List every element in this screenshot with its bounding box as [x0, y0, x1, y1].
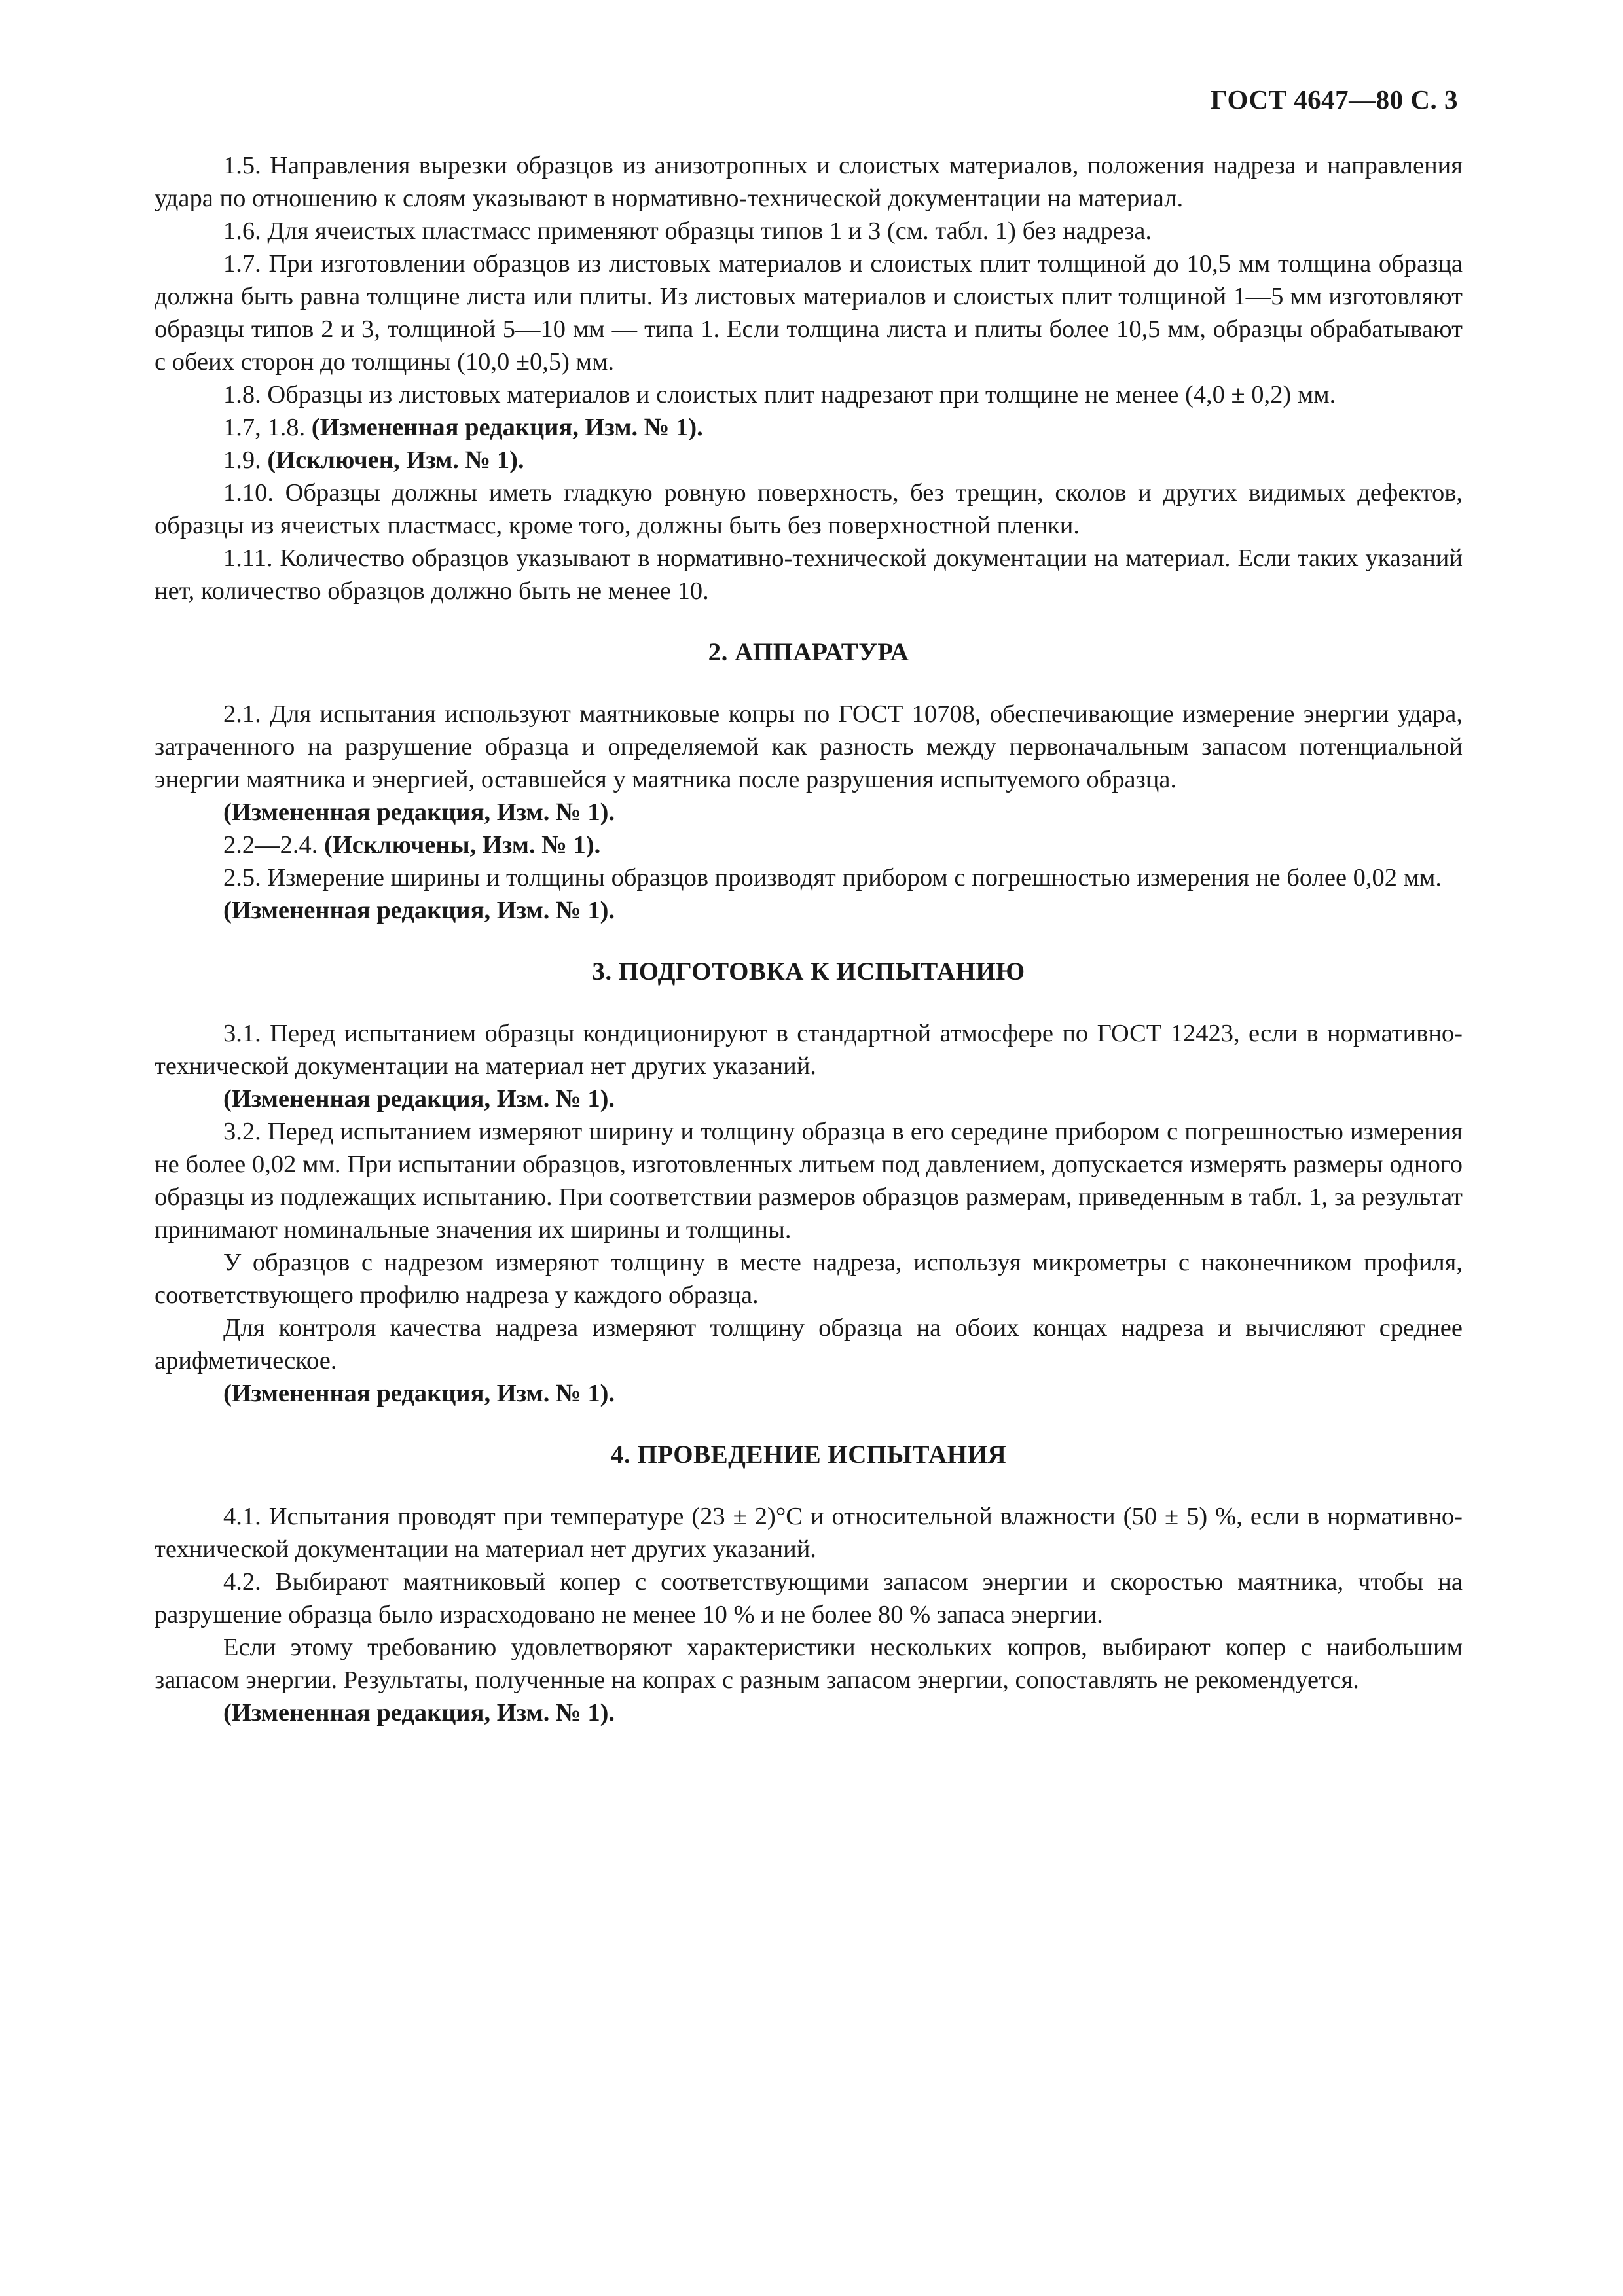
paragraph-1-8: 1.8. Образцы из листовых материалов и слоистых плит надрезают при толщине не менее (4,0 ± 0,2) мм.: [223, 381, 1336, 408]
document-body: [155, 149, 1463, 1729]
section-heading-testing: 4. ПРОВЕДЕНИЕ ИСПЫТАНИЯ: [610, 1441, 1007, 1469]
paragraph-2-1: 2.1. Для испытания используют маятниковые копры по ГОСТ 10708, обеспечивающие измерение энергии удара, затраченного на разрушение образца и определяемой как разность между первоначальным запасом потенциальной энергии маятника и энергией, оставшейся у маятника после разрушения испытуемого образца.: [155, 700, 1463, 793]
paragraph-1-5: 1.5. Направления вырезки образцов из анизотропных и слоистых материалов, положения надреза и направления удара по отношению к слоям указывают в нормативно-технической документации на материал.: [155, 152, 1463, 212]
amendment-note: (Измененная редакция, Изм. № 1).: [223, 1380, 615, 1407]
paragraph-2-5: 2.5. Измерение ширины и толщины образцов производят прибором с погрешностью измерения не более 0,02 мм.: [223, 864, 1442, 891]
paragraph-2-2-2-4: [155, 829, 1463, 861]
paragraph-3-1: 3.1. Перед испытанием образцы кондиционируют в стандартной атмосфере по ГОСТ 12423, если в нормативно-технической документации на материал нет других указаний.: [155, 1020, 1463, 1080]
paragraph-1-7: 1.7. При изготовлении образцов из листовых материалов и слоистых плит толщиной до 10,5 мм толщина образца должна быть равна толщине листа или плиты. Из листовых материалов и слоистых плит толщиной 1—5 мм изготовляют образцы типов 2 и 3, толщиной 5—10 мм — типа 1. Если толщина листа и плиты более 10,5 мм, образцы обрабатывают с обеих сторон до толщины (10,0 ±0,5) мм.: [155, 250, 1463, 376]
paragraph-4-2-selection: Если этому требованию удовлетворяют характеристики нескольких копров, выбирают копер с наибольшим запасом энергии. Результаты, полученные на копрах с разным запасом энергии, сопоставлять не рекомендуется.: [155, 1634, 1463, 1694]
clause-number: 1.7, 1.8.: [223, 414, 306, 441]
paragraph-3-2-notch: У образцов с надрезом измеряют толщину в месте надреза, используя микрометры с наконечником профиля, соответствующего профилю надреза у каждого образца.: [155, 1249, 1463, 1309]
paragraph-4-2: 4.2. Выбирают маятниковый копер с соответствующими запасом энергии и скоростью маятника, чтобы на разрушение образца было израсходовано не менее 10 % и не более 80 % запаса энергии.: [155, 1568, 1463, 1628]
amendment-note: (Исключен, Изм. № 1).: [267, 446, 524, 474]
amendment-note: (Измененная редакция, Изм. № 1).: [223, 798, 615, 826]
clause-number: 2.2—2.4.: [223, 831, 318, 859]
paragraph-1-7-1-8-amendment: [155, 411, 1463, 444]
paragraph-1-10: 1.10. Образцы должны иметь гладкую ровную поверхность, без трещин, сколов и других видимых дефектов, образцы из ячеистых пластмасс, кроме того, должны быть без поверхностной пленки.: [155, 479, 1463, 539]
paragraph-1-9: [155, 444, 1463, 476]
clause-number: 1.9.: [223, 446, 261, 474]
amendment-note: (Исключены, Изм. № 1).: [324, 831, 601, 859]
amendment-note: (Измененная редакция, Изм. № 1).: [223, 897, 615, 924]
paragraph-3-2: 3.2. Перед испытанием измеряют ширину и толщину образца в его середине прибором с погрешностью измерения не более 0,02 мм. При испытании образцов, изготовленных литьем под давлением, допускается измерять размеры одного образцы из подлежащих испытанию. При соответствии размеров образцов размерам, приведенным в табл. 1, за результат принимают номинальные значения их ширины и толщины.: [155, 1118, 1463, 1244]
section-heading-apparatus: 2. АППАРАТУРА: [708, 638, 909, 666]
paragraph-1-6: 1.6. Для ячеистых пластмасс применяют образцы типов 1 и 3 (см. табл. 1) без надреза.: [223, 217, 1152, 245]
paragraph-1-11: 1.11. Количество образцов указывают в нормативно-технической документации на материал. Если таких указаний нет, количество образцов должно быть не менее 10.: [155, 545, 1463, 605]
amendment-note: (Измененная редакция, Изм. № 1).: [223, 1085, 615, 1113]
amendment-note: (Измененная редакция, Изм. № 1).: [311, 414, 703, 441]
amendment-note: (Измененная редакция, Изм. № 1).: [223, 1699, 615, 1727]
paragraph-3-2-quality: Для контроля качества надреза измеряют толщину образца на обоих концах надреза и вычисляют среднее арифметическое.: [155, 1314, 1463, 1374]
section-heading-preparation: 3. ПОДГОТОВКА К ИСПЫТАНИЮ: [592, 958, 1025, 986]
running-head: ГОСТ 4647—80 С. 3: [1210, 84, 1458, 115]
paragraph-4-1: 4.1. Испытания проводят при температуре (23 ± 2)°С и относительной влажности (50 ± 5) %, если в нормативно-технической документации на материал нет других указаний.: [155, 1503, 1463, 1563]
